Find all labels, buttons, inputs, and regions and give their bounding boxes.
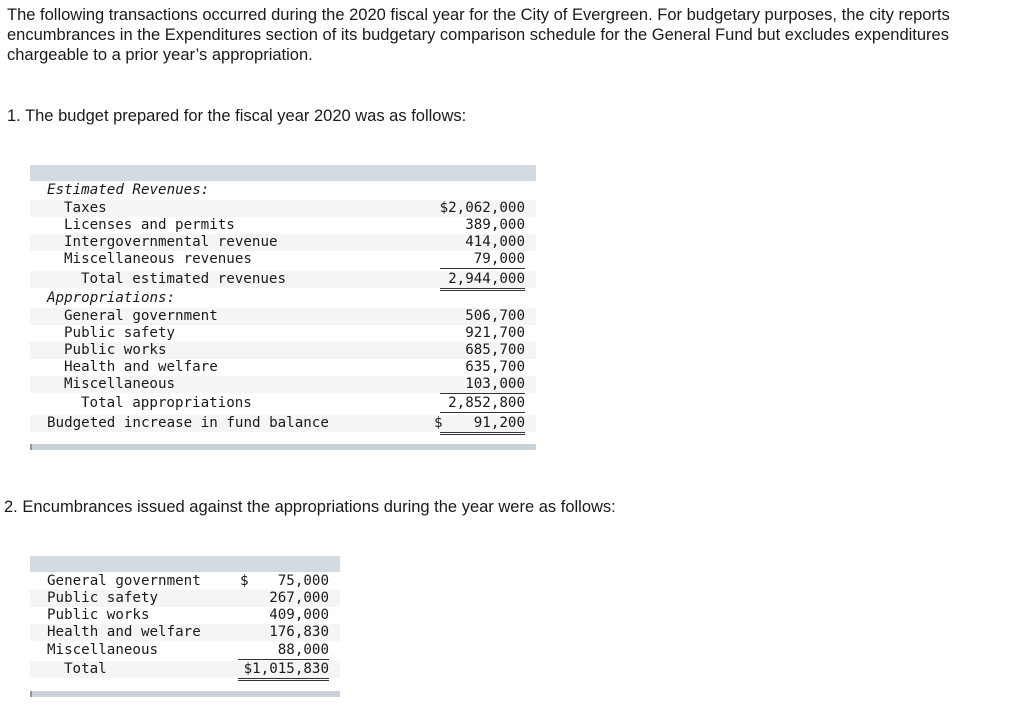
table-row (30, 200, 536, 217)
question-1-text: 1. The budget prepared for the fiscal year 2020 was as follows: (7, 107, 467, 125)
encumbrances-table (30, 556, 340, 697)
table-row (30, 642, 340, 659)
row-value: 103,000 (440, 376, 525, 394)
row-label: Health and welfare (64, 359, 218, 375)
row-label: Taxes (64, 200, 107, 216)
total-label: Total (64, 661, 107, 677)
table-row (30, 376, 536, 393)
total-value: 2,852,800 (440, 395, 525, 413)
table-row (30, 624, 340, 641)
row-label: Public works (47, 607, 150, 623)
table-row (30, 590, 340, 607)
row-label: Public safety (47, 590, 159, 606)
total-value: 91,200 (440, 415, 525, 435)
row-label: Miscellaneous revenues (64, 251, 252, 267)
row-value: 685,700 (465, 342, 525, 358)
table-top-bar (30, 556, 340, 572)
row-value: 75,000 (277, 573, 329, 589)
total-value: $1,015,830 (238, 661, 329, 681)
table-row (30, 359, 536, 376)
row-label: Licenses and permits (64, 217, 235, 233)
row-value: 409,000 (269, 607, 329, 623)
estimated-revenues-header: Estimated Revenues: (47, 182, 210, 198)
row-label: General government (64, 308, 218, 324)
table-row (30, 290, 536, 307)
table-row (30, 251, 536, 268)
row-label: General government (47, 573, 201, 589)
question-2-text: 2. Encumbrances issued against the appropriations during the year were as follows: (4, 498, 616, 516)
table-row (30, 661, 340, 678)
appropriations-header: Appropriations: (47, 290, 176, 306)
row-value: 635,700 (465, 359, 525, 375)
row-value: 79,000 (440, 251, 525, 269)
row-value: 267,000 (269, 590, 329, 606)
total-value: 2,944,000 (440, 271, 525, 291)
row-label: Public works (64, 342, 167, 358)
table-bottom-bar (30, 444, 536, 450)
intro-paragraph: The following transactions occurred during the 2020 fiscal year for the City of Evergreen. For budgetary purposes, the city reports encumbrances in the Expenditures section of its budgetary comparison schedule for the General Fund but excludes expenditures chargeable to a prior year’s appropriation. (7, 6, 950, 64)
table-row (30, 271, 536, 288)
table-row (30, 325, 536, 342)
table-row (30, 234, 536, 251)
row-label: Public safety (64, 325, 176, 341)
budget-table (30, 165, 536, 450)
currency-symbol: $ (434, 415, 443, 431)
table-row (30, 607, 340, 624)
total-label: Total appropriations (81, 395, 252, 411)
table-row (30, 573, 340, 590)
table-row (30, 182, 536, 199)
total-label: Total estimated revenues (81, 271, 286, 287)
row-label: Miscellaneous (47, 642, 159, 658)
row-value: 88,000 (238, 642, 329, 660)
table-row (30, 217, 536, 234)
row-value: $2,062,000 (439, 200, 525, 216)
row-value: 176,830 (269, 624, 329, 640)
table-row (30, 395, 536, 412)
row-label: Miscellaneous (64, 376, 176, 392)
row-value: 921,700 (465, 325, 525, 341)
table-row (30, 308, 536, 325)
row-value: 389,000 (465, 217, 525, 233)
row-label: Health and welfare (47, 624, 201, 640)
table-top-bar (30, 165, 536, 181)
currency-symbol: $ (240, 573, 249, 589)
table-row (30, 342, 536, 359)
row-value: 414,000 (465, 234, 525, 250)
row-value: 506,700 (465, 308, 525, 324)
table-bottom-bar (30, 691, 340, 697)
row-label: Intergovernmental revenue (64, 234, 278, 250)
total-label: Budgeted increase in fund balance (47, 415, 329, 431)
table-row (30, 415, 536, 432)
